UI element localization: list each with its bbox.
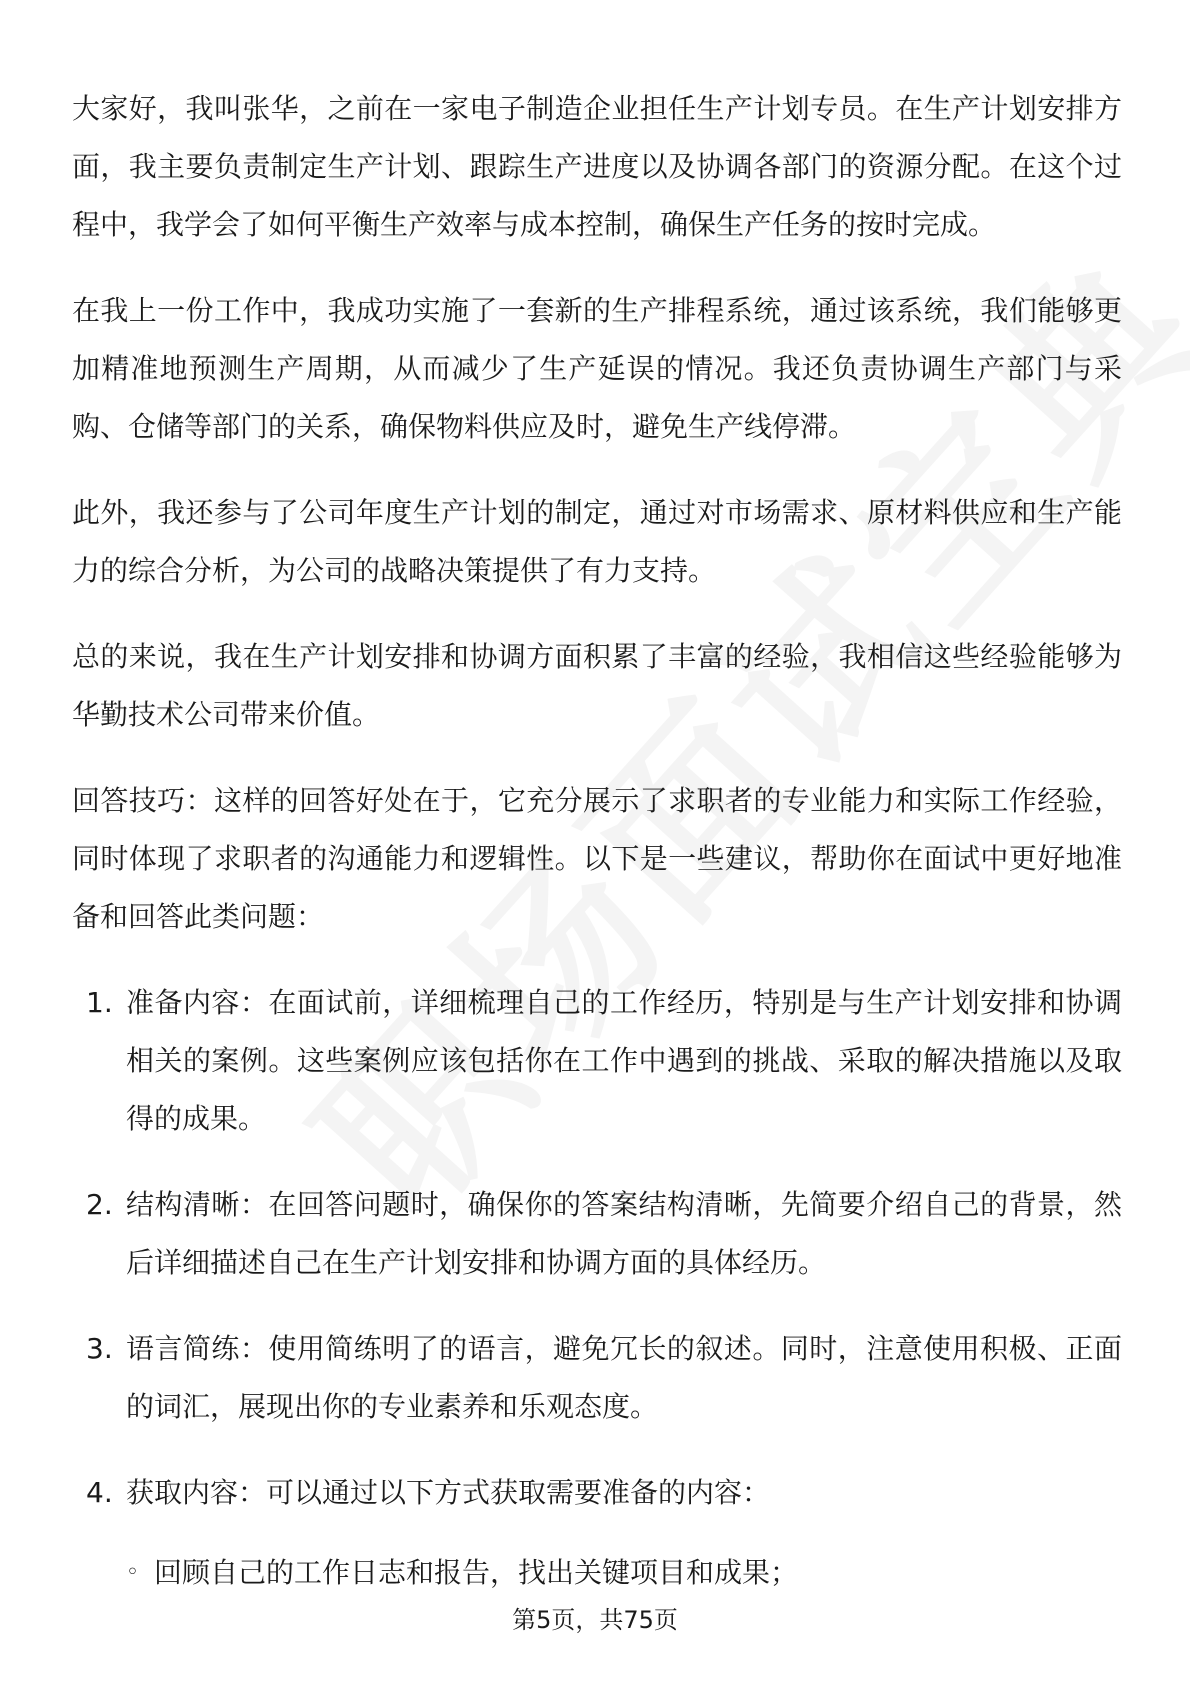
page-number-footer: 第5页，共75页	[512, 1606, 678, 1634]
tip-number: 3.	[86, 1332, 113, 1365]
sub-list-item	[126, 1544, 1122, 1602]
tip-text: 结构清晰：在回答问题时，确保你的答案结构清晰，先简要介绍自己的背景，然后详细描述自己在生产计划安排和协调方面的具体经历。	[126, 1188, 1122, 1279]
tips-list	[72, 974, 1122, 1602]
tip-number: 2.	[86, 1188, 113, 1221]
tip-text: 准备内容：在面试前，详细梳理自己的工作经历，特别是与生产计划安排和协调相关的案例。这些案例应该包括你在工作中遇到的挑战、采取的解决措施以及取得的成果。	[126, 986, 1122, 1135]
tip-item	[72, 1320, 1122, 1436]
tip-text: 语言简练：使用简练明了的语言，避免冗长的叙述。同时，注意使用积极、正面的词汇，展现出你的专业素养和乐观态度。	[126, 1332, 1122, 1423]
document-body	[72, 80, 1122, 1630]
paragraph-summary: 总的来说，我在生产计划安排和协调方面积累了丰富的经验，我相信这些经验能够为华勤技术公司带来价值。	[72, 640, 1122, 731]
hollow-bullet-icon: ◦	[126, 1560, 139, 1585]
tip-item	[72, 974, 1122, 1148]
sub-list-text: 回顾自己的工作日志和报告，找出关键项目和成果；	[154, 1556, 799, 1589]
paragraph-answer-tips: 回答技巧：这样的回答好处在于，它充分展示了求职者的专业能力和实际工作经验，同时体现了求职者的沟通能力和逻辑性。以下是一些建议，帮助你在面试中更好地准备和回答此类问题：	[72, 784, 1122, 933]
tip-number: 1.	[86, 986, 113, 1019]
sub-list	[126, 1544, 1122, 1602]
tip-number: 4.	[86, 1476, 113, 1509]
tip-text: 获取内容：可以通过以下方式获取需要准备的内容：	[126, 1476, 771, 1509]
paragraph-intro: 大家好，我叫张华，之前在一家电子制造企业担任生产计划专员。在生产计划安排方面，我主要负责制定生产计划、跟踪生产进度以及协调各部门的资源分配。在这个过程中，我学会了如何平衡生产效率与成本控制，确保生产任务的按时完成。	[72, 92, 1122, 241]
paragraph-experience: 在我上一份工作中，我成功实施了一套新的生产排程系统，通过该系统，我们能够更加精准地预测生产周期，从而减少了生产延误的情况。我还负责协调生产部门与采购、仓储等部门的关系，确保物料供应及时，避免生产线停滞。	[72, 294, 1122, 443]
tip-item	[72, 1176, 1122, 1292]
paragraph-annual-plan: 此外，我还参与了公司年度生产计划的制定，通过对市场需求、原材料供应和生产能力的综合分析，为公司的战略决策提供了有力支持。	[72, 496, 1122, 587]
tip-item	[72, 1464, 1122, 1602]
